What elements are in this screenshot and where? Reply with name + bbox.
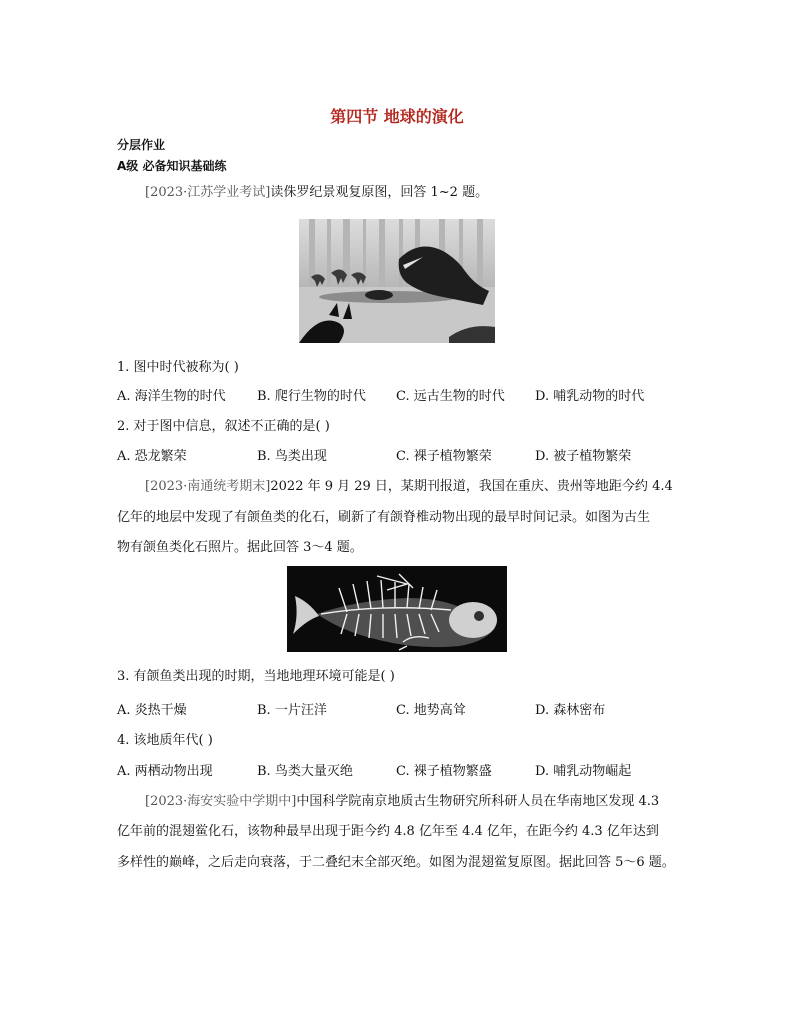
q2-option-a: A. 恐龙繁荣 [117,449,187,464]
intro-1 [145,181,488,200]
intro-3-text: 中国科学院南京地质古生物研究所科研人员在华南地区发现 4.3 [296,794,660,809]
section-heading: 分层作业 [117,138,166,152]
q4-option-d: D. 哺乳动物崛起 [535,764,632,779]
q3-option-d: D. 森林密布 [535,703,606,718]
intro-1-text: 读侏罗纪景观复原图，回答 1~2 题。 [270,185,489,200]
intro-1-source: [2023·江苏学业考试] [145,185,271,200]
intro-2-line-2: 亿年的地层中发现了有颌鱼类的化石，刷新了有颌脊椎动物出现的最早时间记录。如图为古生 [117,510,651,525]
q2-stem: 2. 对于图中信息，叙述不正确的是( ) [117,419,330,434]
q2-option-b: B. 鸟类出现 [257,449,327,464]
q4-option-b: B. 鸟类大量灭绝 [257,764,353,779]
q2-option-c: C. 裸子植物繁荣 [396,449,492,464]
q4-option-c: C. 裸子植物繁盛 [396,764,492,779]
q1-stem: 1. 图中时代被称为( ) [117,360,239,375]
q1-option-a: A. 海洋生物的时代 [117,389,226,404]
q2-option-d: D. 被子植物繁荣 [535,449,632,464]
q4-option-a: A. 两栖动物出现 [117,764,213,779]
intro-2-source: [2023·南通统考期末] [145,479,271,494]
intro-3-line-2: 亿年前的混翅鲎化石，该物种最早出现于距今约 4.8 亿年至 4.4 亿年，在距今约 4.3 亿年达到 [117,824,659,839]
intro-3-line-3: 多样性的巅峰，之后走向衰落，于二叠纪末全部灭绝。如图为混翅鲎复原图。据此回答 5～6 题。 [117,855,675,870]
intro-3-source: [2023·海安实验中学期中] [145,794,297,809]
q3-option-c: C. 地势高耸 [396,703,466,718]
level-heading: A级 必备知识基础练 [117,159,227,173]
intro-2-text: 2022 年 9 月 29 日，某期刊报道，我国在重庆、贵州等地距今约 4.4 [270,479,673,494]
q3-option-b: B. 一片汪洋 [257,703,327,718]
q1-option-b: B. 爬行生物的时代 [257,389,366,404]
fish-fossil-image [287,566,507,652]
q3-option-a: A. 炎热干燥 [117,703,187,718]
q3-stem: 3. 有颌鱼类出现的时期，当地地理环境可能是( ) [117,669,395,684]
intro-2-line-1 [145,475,673,494]
intro-3-line-1 [145,790,659,809]
jurassic-landscape-image [299,219,495,343]
page-title: 第四节 地球的演化 [330,107,464,126]
intro-2-line-3: 物有颌鱼类化石照片。据此回答 3～4 题。 [117,540,363,555]
q4-stem: 4. 该地质年代( ) [117,733,213,748]
q1-option-c: C. 远古生物的时代 [396,389,505,404]
q1-option-d: D. 哺乳动物的时代 [535,389,645,404]
